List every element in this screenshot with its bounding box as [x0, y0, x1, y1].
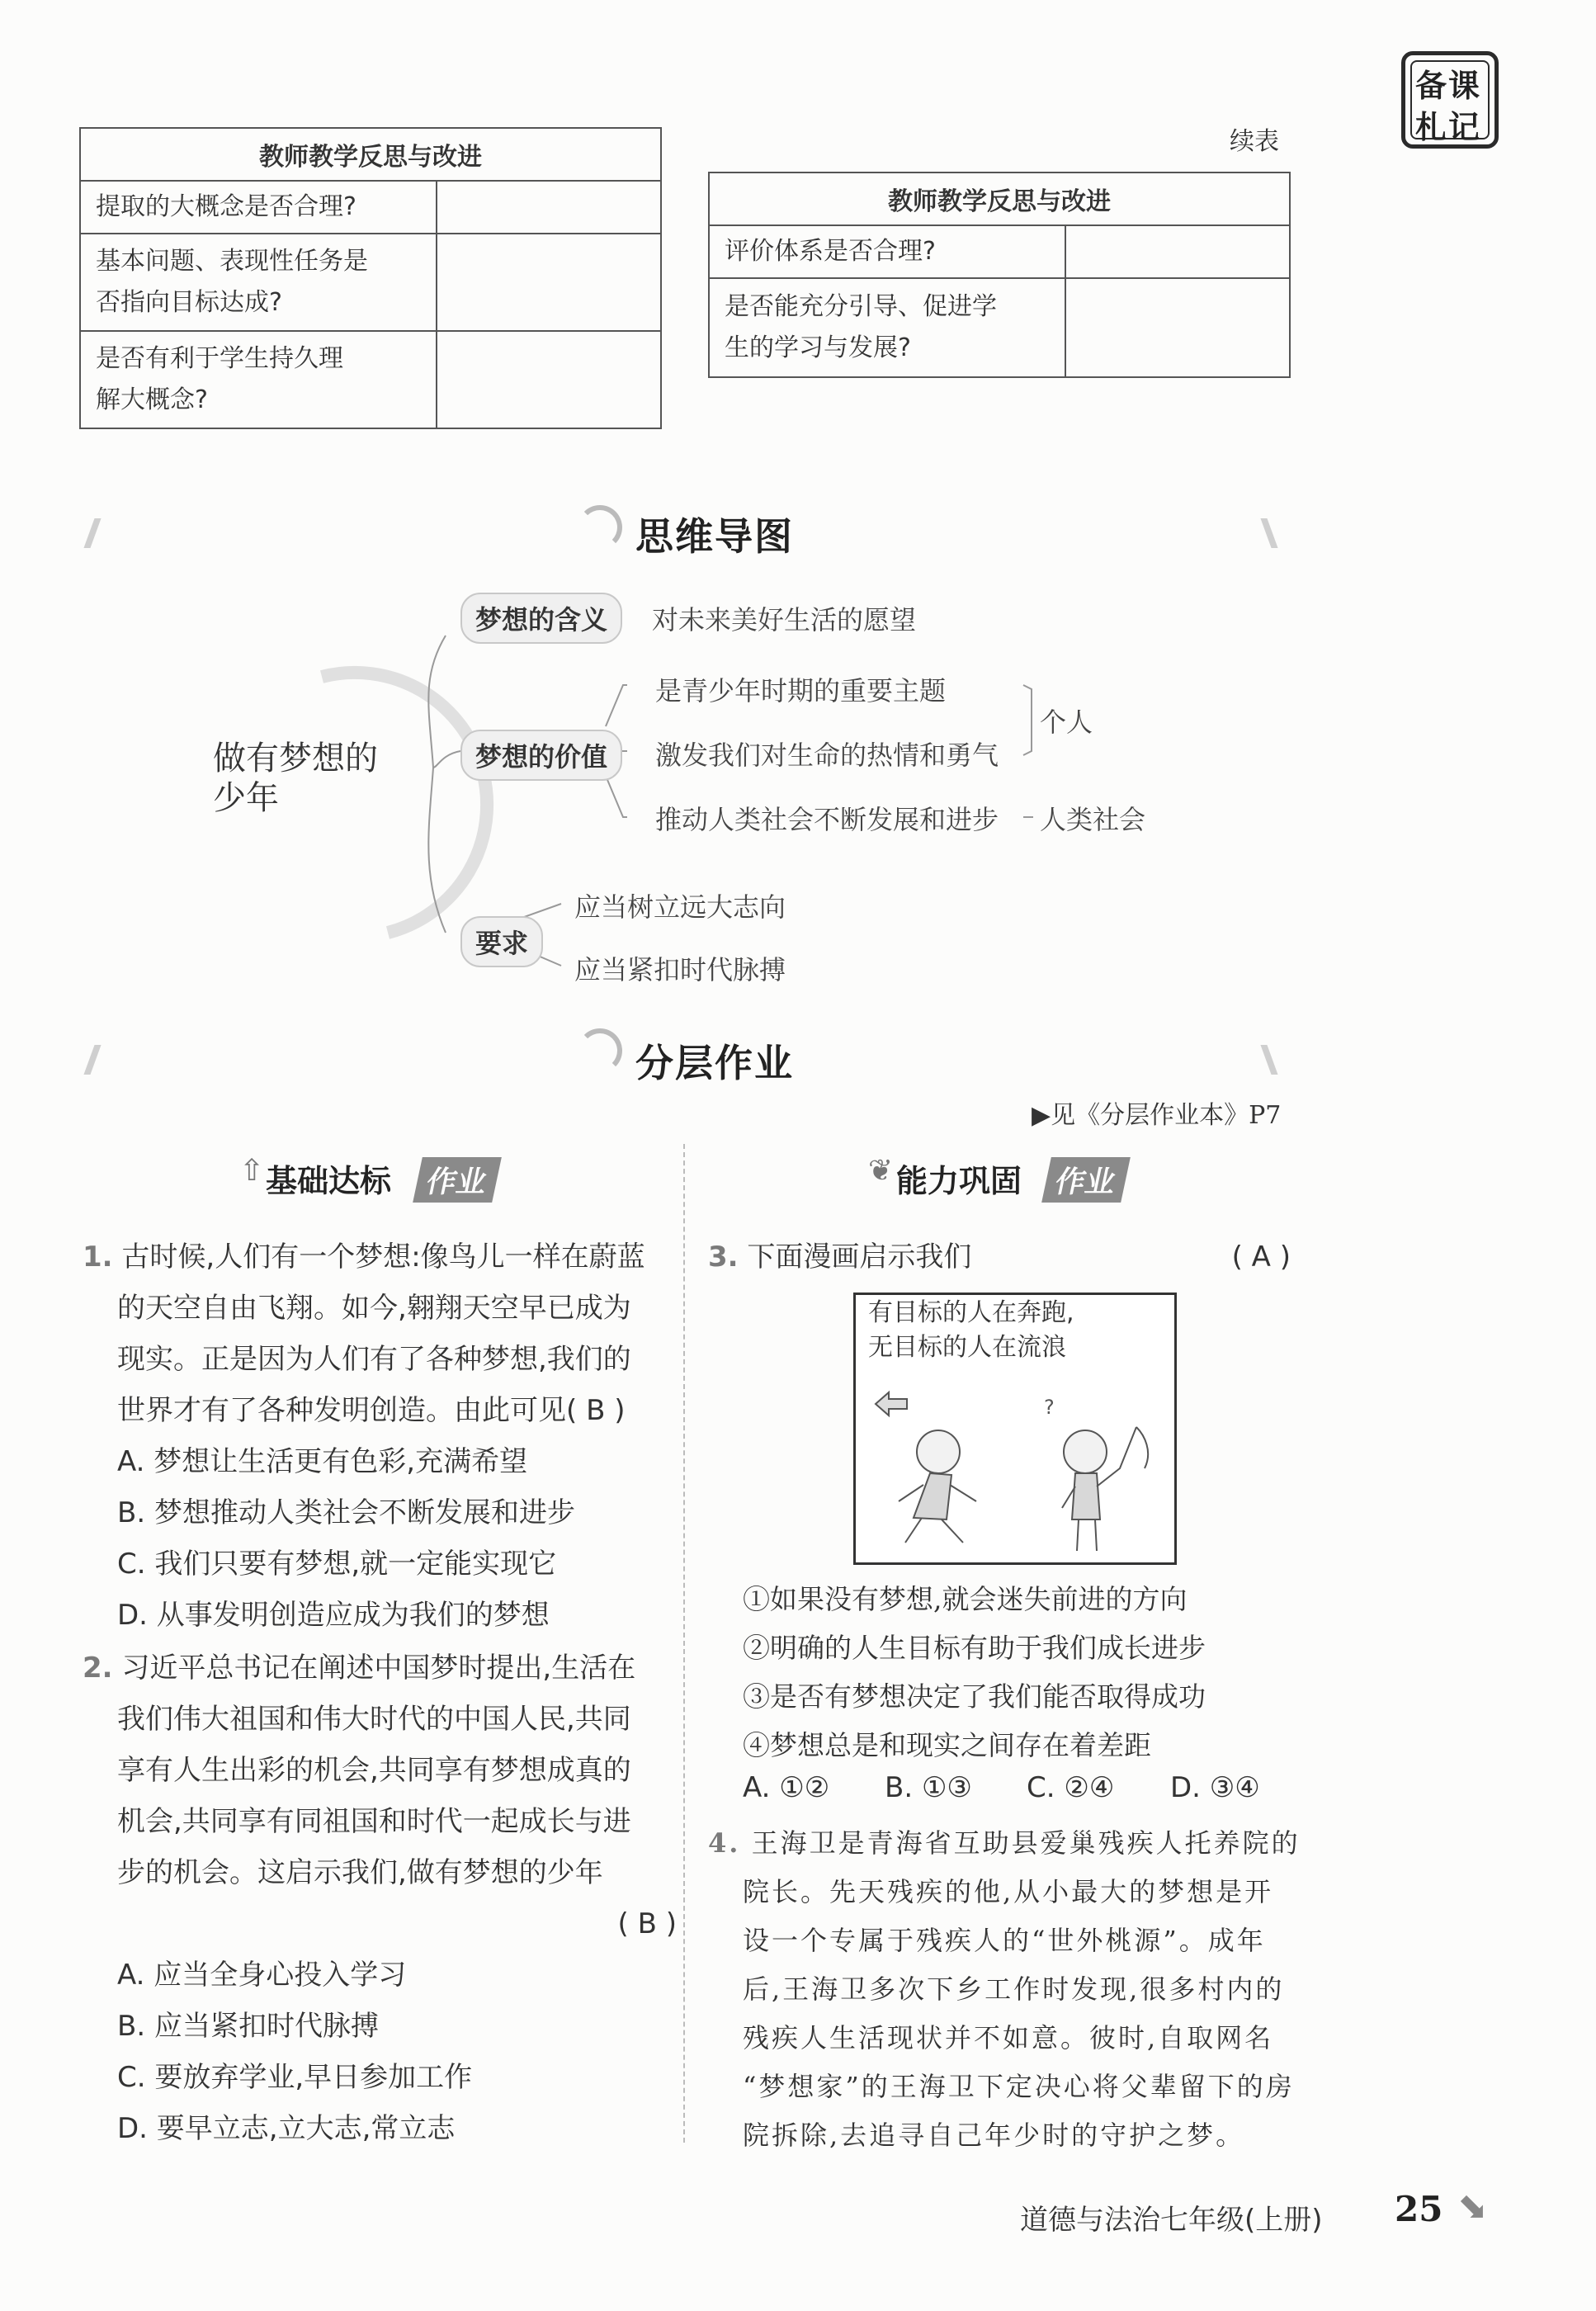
footer-book-title: 道德与法治七年级(上册)	[1020, 2204, 1323, 2237]
option[interactable]: C. 我们只要有梦想,就一定能实现它	[117, 1548, 557, 1581]
answer-cell[interactable]	[437, 331, 661, 428]
mindmap-value-item: 激发我们对生命的热情和勇气	[655, 740, 999, 771]
divider-mark	[83, 1045, 101, 1075]
answer-cell[interactable]	[1065, 278, 1290, 377]
option[interactable]: A. ①②	[743, 1771, 830, 1804]
question-mark: ?	[1044, 1396, 1055, 1419]
page-number: 25	[1395, 2189, 1443, 2229]
homework-title: 分层作业	[635, 1041, 794, 1085]
ability-level-tag: 能力巩固	[896, 1163, 1022, 1199]
mindmap-branch-requirement: 要求	[460, 916, 543, 967]
mindmap-value-item: 是青少年时期的重要主题	[655, 675, 947, 707]
question-1: 1. 古时候,人们有一个梦想:像鸟儿一样在蔚蓝 的天空自由飞翔。如今,翱翔天空早已成为 现实。正是因为人们有了各种梦想,我们的 世界才有了各种发明创造。由此可见( B ) A. 梦想让生活更有色彩,充满希望 B. 梦想推动人类社会不断发展和进步 C. 我们只要有梦想,就一定能实现它 D. 从事发明创造应成为我们的梦想	[83, 1231, 677, 1641]
question-4: 4. 王海卫是青海省互助县爱巢残疾人托养院的 院长。先天残疾的他,从小最大的梦想是开 设一个专属于残疾人的“世外桃源”。成年 后,王海卫多次下乡工作时发现,很多村内的 残疾人生活现状并不如意。彼时,自取网名 “梦想家”的王海卫下定决心将父辈留下的房 院拆除,去追寻自己年少时的守护之梦。	[708, 1827, 1301, 2151]
option[interactable]: D. 要早立志,立大志,常立志	[117, 2112, 456, 2145]
basic-level-tag-box: 作业	[413, 1157, 502, 1203]
answer-cell[interactable]	[437, 181, 661, 234]
stamp-line1: 备课	[1415, 67, 1482, 104]
mindmap-branch-value: 梦想的价值	[460, 730, 622, 781]
answer-cell[interactable]	[1065, 225, 1290, 278]
notes-stamp	[1401, 51, 1499, 149]
option[interactable]: D. ③④	[1170, 1771, 1260, 1804]
mindmap-group-society: 人类社会	[1040, 804, 1146, 835]
basic-level-tag: 基础达标	[266, 1163, 392, 1199]
option[interactable]: A. 应当全身心投入学习	[117, 1959, 407, 1992]
statement: ①如果没有梦想,就会迷失前进的方向	[743, 1583, 1188, 1615]
statement: ③是否有梦想决定了我们能否取得成功	[743, 1680, 1206, 1713]
table-row: 基本问题、表现性任务是 否指向目标达成?	[80, 234, 437, 331]
option[interactable]: B. 应当紧扣时代脉搏	[117, 2010, 379, 2043]
comic-caption: 有目标的人在奔跑, 无目标的人在流浪	[868, 1298, 1074, 1362]
mindmap-meaning-text: 对未来美好生活的愿望	[652, 604, 917, 636]
mindmap-requirement-item: 应当树立远大志向	[574, 891, 786, 923]
section-arc-icon	[578, 1028, 622, 1073]
mindmap-requirement-item: 应当紧扣时代脉搏	[574, 954, 786, 985]
reflection-table-left	[79, 127, 662, 429]
corner-arrow-icon: ⬊	[1457, 2186, 1488, 2228]
option[interactable]: D. 从事发明创造应成为我们的梦想	[117, 1599, 550, 1632]
reflection-table-right	[708, 172, 1291, 378]
answer-bracket: ( A )	[1231, 1241, 1291, 1274]
magnifier-icon	[578, 505, 622, 550]
continued-label: 续表	[1230, 127, 1279, 156]
q3-statements	[743, 1575, 1206, 1770]
column-divider	[683, 1144, 685, 2143]
table-row: 评价体系是否合理?	[709, 225, 1065, 278]
table-header: 教师教学反思与改进	[80, 128, 661, 181]
option[interactable]: B. ①③	[885, 1771, 972, 1804]
table-row: 是否能充分引导、促进学 生的学习与发展?	[709, 278, 1065, 377]
option[interactable]: B. 梦想推动人类社会不断发展和进步	[117, 1496, 575, 1529]
statement: ②明确的人生目标有助于我们成长进步	[743, 1632, 1206, 1664]
table-row: 提取的大概念是否合理?	[80, 181, 437, 234]
mindmap-title: 思维导图	[635, 514, 794, 559]
answer-bracket: ( B )	[617, 1907, 677, 1940]
stamp-line2: 札记	[1415, 108, 1482, 145]
mindmap-center: 做有梦想的 少年	[213, 740, 378, 817]
mindmap-branch-meaning: 梦想的含义	[460, 593, 622, 644]
statement: ④梦想总是和现实之间存在着差距	[743, 1729, 1151, 1761]
option[interactable]: C. ②④	[1027, 1771, 1115, 1804]
mindmap-value-item: 推动人类社会不断发展和进步	[655, 804, 999, 835]
leaf-icon: ❦	[868, 1154, 894, 1188]
table-row: 是否有利于学生持久理 解大概念?	[80, 331, 437, 428]
divider-mark	[83, 518, 101, 548]
answer-cell[interactable]	[437, 234, 661, 331]
option[interactable]: A. 梦想让生活更有色彩,充满希望	[117, 1445, 528, 1478]
divider-mark	[1260, 1045, 1277, 1075]
table-header: 教师教学反思与改进	[709, 172, 1290, 225]
question-2: 2. 习近平总书记在阐述中国梦时提出,生活在 我们伟大祖国和伟大时代的中国人民,共同 享有人生出彩的机会,共同享有梦想成真的 机会,共同享有同祖国和时代一起成长与进 步的机会。这启示我们,做有梦想的少年 ( B ) A. 应当全身心投入学习 B. 应当紧扣时代脉搏 C. 要放弃学业,早日参加工作 D. 要早立志,立大志,常立志	[83, 1642, 677, 2154]
mindmap-group-personal: 个人	[1040, 707, 1093, 738]
question-3: 3. 下面漫画启示我们 ( A )	[708, 1231, 1291, 1283]
option[interactable]: C. 要放弃学业,早日参加工作	[117, 2061, 473, 2094]
divider-mark	[1260, 518, 1277, 548]
workbook-reference: ▶见《分层作业本》P7	[1032, 1101, 1282, 1130]
arrow-up-icon: ⇧	[239, 1154, 265, 1188]
ability-level-tag-box: 作业	[1041, 1157, 1131, 1203]
